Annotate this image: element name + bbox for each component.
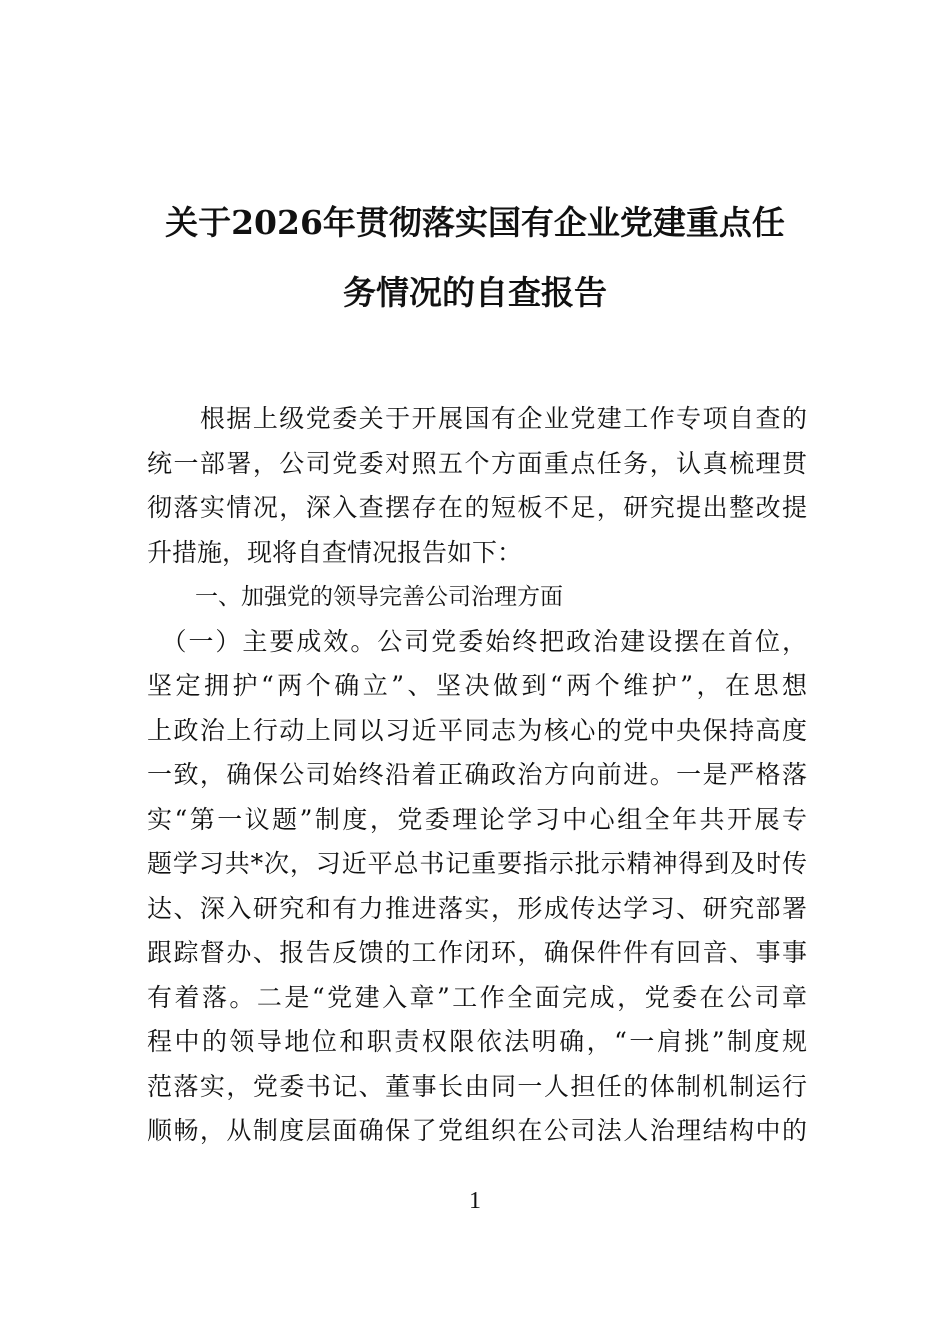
page-number: 1 xyxy=(469,1188,481,1214)
paragraph-2-line: 范落实，党委书记、董事长由同一人担任的体制机制运行 xyxy=(147,1071,807,1101)
paragraph-2-line: 题学习共*次，习近平总书记重要指示批示精神得到及时传 xyxy=(147,849,807,878)
paragraph-2-line: 程中的领导地位和职责权限依法明确，“一肩挑”制度规 xyxy=(147,1027,807,1056)
paragraph-2-line: 达、深入研究和有力推进落实，形成传达学习、研究部署 xyxy=(147,893,807,923)
paragraph-1-line: 彻落实情况，深入查摆存在的短板不足，研究提出整改提 xyxy=(147,493,807,522)
document-title xyxy=(145,188,805,328)
section-heading-1: 一、加强党的领导完善公司治理方面 xyxy=(195,584,563,610)
title-line-2: 务情况的自查报告 xyxy=(343,273,607,312)
paragraph-2-line: 顺畅，从制度层面确保了党组织在公司法人治理结构中的 xyxy=(147,1116,807,1145)
title-line-1: 关于2026年贯彻落实国有企业党建重点任 xyxy=(165,203,785,242)
paragraph-1-line: 根据上级党委关于开展国有企业党建工作专项自查的 xyxy=(147,404,807,433)
paragraph-2-line: 一致，确保公司始终沿着正确政治方向前进。一是严格落 xyxy=(147,760,807,789)
paragraph-2-line: 跟踪督办、报告反馈的工作闭环，确保件件有回音、事事 xyxy=(147,938,807,967)
paragraph-2-line: 上政治上行动上同以习近平同志为核心的党中央保持高度 xyxy=(147,715,807,745)
paragraph-2-line: （一）主要成效。公司党委始终把政治建设摆在首位， xyxy=(147,626,807,656)
paragraph-1-line: 统一部署，公司党委对照五个方面重点任务，认真梳理贯 xyxy=(147,448,807,478)
document-body xyxy=(147,397,807,1154)
paragraph-2-line: 坚定拥护“两个确立”、坚决做到“两个维护”，在思想 xyxy=(147,671,807,700)
paragraph-2-line: 实“第一议题”制度，党委理论学习中心组全年共开展专 xyxy=(147,804,807,834)
paragraph-1-line: 升措施，现将自查情况报告如下： xyxy=(147,537,523,567)
paragraph-2-line: 有着落。二是“党建入章”工作全面完成，党委在公司章 xyxy=(147,982,807,1012)
